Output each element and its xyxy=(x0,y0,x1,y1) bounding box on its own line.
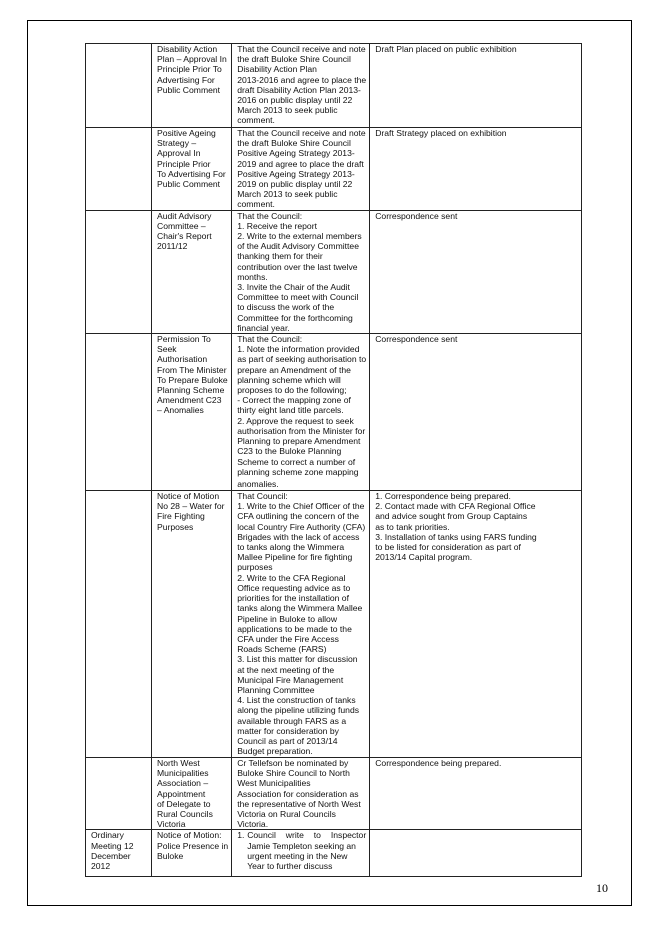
action-text: 1. Correspondence being prepared. 2. Contact made with CFA Regional Office and advice sought from Group Captains as to tank priorities. 3. Installation of tanks using FARS funding to be listed for consideration as part of 2013/14 Capital program. xyxy=(375,491,537,563)
resolution-cell xyxy=(232,210,370,333)
item-cell xyxy=(152,758,232,830)
table-row xyxy=(86,758,582,830)
item-text: Audit Advisory Committee – Chair's Report 2011/12 xyxy=(157,210,212,252)
action-cell xyxy=(370,44,582,128)
resolution-cell xyxy=(232,44,370,128)
item-cell xyxy=(152,210,232,333)
table-row xyxy=(86,210,582,333)
resolution-cell xyxy=(232,758,370,830)
page-number: 10 xyxy=(596,881,608,895)
action-text: Draft Strategy placed on exhibition xyxy=(375,128,507,138)
item-cell xyxy=(152,128,232,211)
resolution-cell xyxy=(232,830,370,877)
resolution-cell xyxy=(232,128,370,211)
table-row xyxy=(86,128,582,211)
action-cell xyxy=(370,210,582,333)
action-cell xyxy=(370,830,582,877)
item-cell xyxy=(152,334,232,491)
action-text: Correspondence sent xyxy=(375,334,458,345)
resolution-text: That the Council: 1. Receive the report 2. Write to the external members of the Audit Advisory Committee thanking them for their contribution over the last twelve months. 3. Invite the Chair of the Audit Committee to meet with Council to discuss the work of the Committee for the forthcoming financial year. xyxy=(237,210,362,333)
meeting-cell xyxy=(86,44,152,128)
meeting-cell xyxy=(86,128,152,211)
action-text: Draft Plan placed on public exhibition xyxy=(375,44,517,54)
item-text: Notice of Motion No 28 – Water for Fire Fighting Purposes xyxy=(157,491,225,532)
meeting-cell xyxy=(86,491,152,758)
item-text: Disability Action Plan – Approval In Principle Prior To Advertising For Public Comment xyxy=(157,44,227,95)
item-cell xyxy=(152,491,232,758)
meeting-cell xyxy=(86,758,152,830)
item-text: Notice of Motion: Police Presence in Buloke xyxy=(157,830,229,861)
meeting-cell xyxy=(86,210,152,333)
table-row xyxy=(86,334,582,491)
resolution-cell xyxy=(232,491,370,758)
action-cell xyxy=(370,491,582,758)
meeting-text: Ordinary Meeting 12 December 2012 xyxy=(91,830,134,872)
meeting-cell xyxy=(86,830,152,877)
resolution-text: That Council: 1. Write to the Chief Officer of the CFA outlining the concern of the local Country Fire Authority (CFA) Brigades with the lack of access to tanks along the Wimmera Mallee Pipeline for fire fighting purposes 2. Write to the CFA Regional Office requesting advice as to priorities for the installation of tanks along the Wimmera Mallee Pipeline in Buloke to allow applications to be made to the CFA under the Fire Access Roads Scheme (FARS) 3. List this matter for discussion at the next meeting of the Municipal Fire Management Planning Committee 4. List the construction of tanks along the pipeline utilizing funds available through FARS as a matter for consideration by Council as part of 2013/14 Budget preparation. xyxy=(237,491,366,757)
action-cell xyxy=(370,334,582,491)
table-row xyxy=(86,830,582,877)
table-row xyxy=(86,491,582,758)
item-text: North West Municipalities Association – Appointment of Delegate to Rural Councils Victoria xyxy=(157,758,213,830)
item-text: Positive Ageing Strategy – Approval In Principle Prior To Advertising For Public Comment xyxy=(157,128,226,190)
action-cell xyxy=(370,758,582,830)
meeting-cell xyxy=(86,334,152,491)
table-row xyxy=(86,44,582,128)
resolution-text: That the Council receive and note the draft Buloke Shire Council Disability Action Plan 2013-2016 and agree to place the draft Disability Action Plan 2013- 2016 on public display until 22 March 2013 to seek public comment. xyxy=(237,44,367,126)
resolution-text: That the Council receive and note the draft Buloke Shire Council Positive Ageing Strategy 2013- 2019 and agree to place the draft Positive Ageing Strategy 2013- 2019 on public display until 22 March 2013 to seek public comment. xyxy=(237,128,366,210)
action-text: Correspondence being prepared. xyxy=(375,758,502,769)
action-text: Correspondence sent xyxy=(375,210,458,221)
action-table xyxy=(85,43,582,877)
resolution-text: That the Council: 1. Note the information provided as part of seeking authorisation to prepare an Amendment of the planning scheme which will proposes to do the following; - Correct the mapping zone of thirty eight land title parcels. 2. Approve the request to seek authorisation from the Minister for Planning to prepare Amendment C23 to the Buloke Planning Scheme to correct a number of planning scheme zone mapping anomalies. xyxy=(237,334,367,489)
resolution-text: Cr Tellefson be nominated by Buloke Shire Council to North West Municipalities Association for consideration as the representative of North West Victoria on Rural Councils Victoria. xyxy=(237,758,361,830)
item-cell xyxy=(152,44,232,128)
item-text: Permission To Seek Authorisation From The Minister To Prepare Buloke Planning Scheme Amendment C23 – Anomalies xyxy=(157,334,228,416)
resolution-cell xyxy=(232,334,370,491)
item-cell xyxy=(152,830,232,877)
resolution-list: 1. Council write to Inspector Jamie Templeton seeking an urgent meeting in the New Year to further discuss xyxy=(237,830,367,872)
action-cell xyxy=(370,128,582,211)
